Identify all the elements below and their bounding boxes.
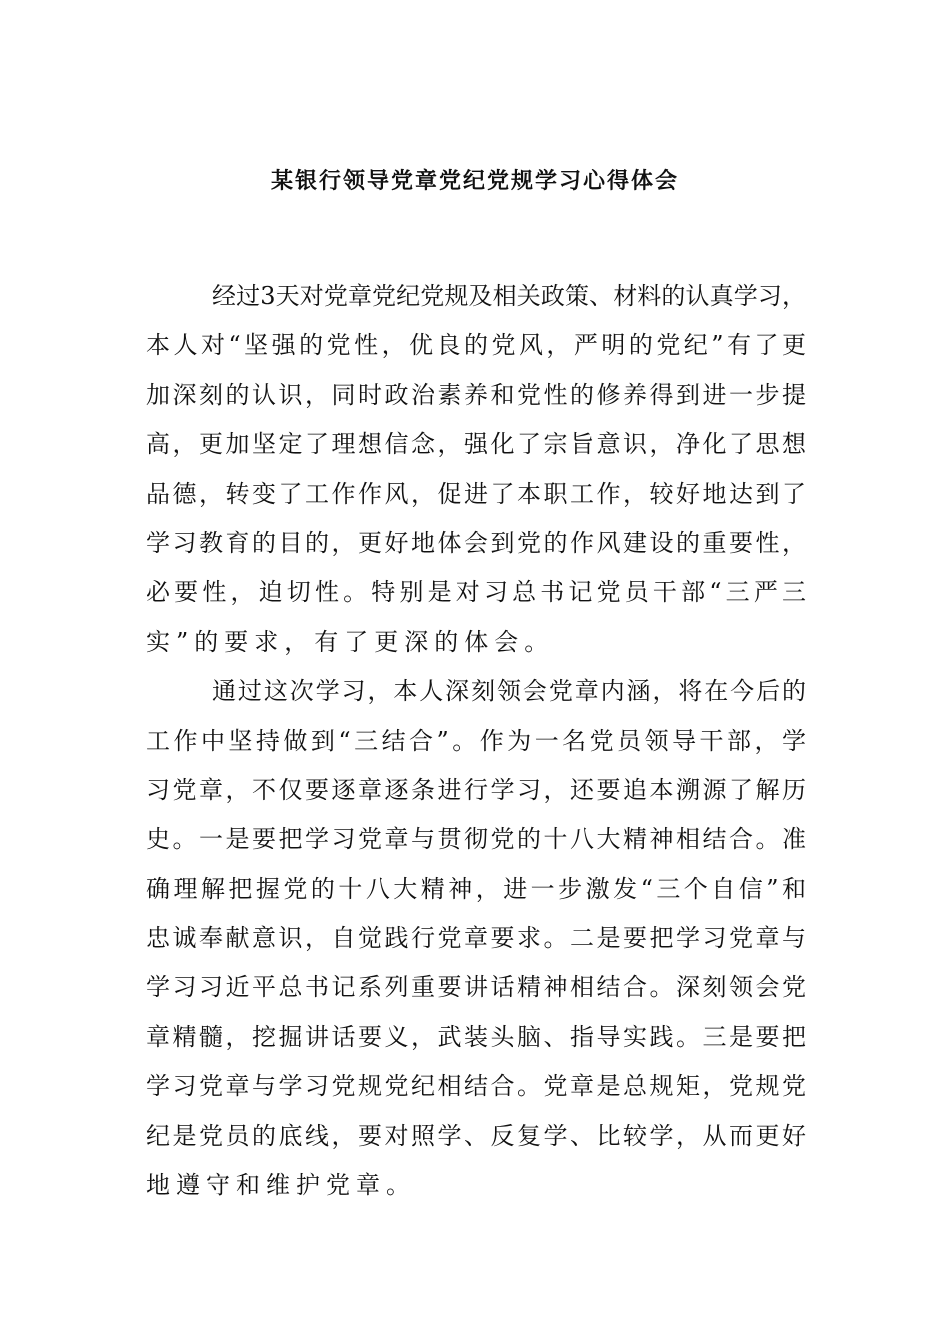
text-line: 必要性，迫切性。特别是对习总书记党员干部“三严三 <box>146 578 806 607</box>
text-line: 实”的要求，有了更深的体会。 <box>146 627 555 656</box>
text-line: 纪是党员的底线，要对照学、反复学、比较学，从而更好 <box>146 1121 806 1150</box>
text-line: 忠诚奉献意识，自觉践行党章要求。二是要把学习党章与 <box>146 924 806 953</box>
text-line: 加深刻的认识，同时政治素养和党性的修养得到进一步提 <box>146 380 806 409</box>
text-line: 学习习近平总书记系列重要讲话精神相结合。深刻领会党 <box>146 973 806 1002</box>
document-title: 某银行领导党章党纪党规学习心得体会 <box>270 168 679 194</box>
text-line: 本人对“坚强的党性，优良的党风，严明的党纪”有了更 <box>146 331 806 360</box>
text-line: 章精髓，挖掘讲话要义，武装头脑、指导实践。三是要把 <box>146 1022 806 1051</box>
text-line: 史。一是要把学习党章与贯彻党的十八大精神相结合。准 <box>146 825 806 854</box>
text-line: 工作中坚持做到“三结合”。作为一名党员领导干部，学 <box>146 726 806 755</box>
document-body <box>146 272 806 1210</box>
text-line: 学习教育的目的，更好地体会到党的作风建设的重要性， <box>146 528 806 557</box>
text-line: 经过3天对党章党纪党规及相关政策、材料的认真学习， <box>212 282 806 310</box>
text-line: 确理解把握党的十八大精神，进一步激发“三个自信”和 <box>146 874 806 903</box>
text-line: 地遵守和维护党章。 <box>146 1171 416 1200</box>
text-line: 学习党章与学习党规党纪相结合。党章是总规矩，党规党 <box>146 1072 806 1101</box>
paragraph <box>146 272 806 667</box>
text-line: 品德，转变了工作作风，促进了本职工作，较好地达到了 <box>146 479 806 508</box>
paragraph <box>146 667 806 1210</box>
text-line: 高，更加坚定了理想信念，强化了宗旨意识，净化了思想 <box>146 430 806 459</box>
text-line: 通过这次学习，本人深刻领会党章内涵，将在今后的 <box>212 677 806 706</box>
text-line: 习党章，不仅要逐章逐条进行学习，还要追本溯源了解历 <box>146 775 806 804</box>
